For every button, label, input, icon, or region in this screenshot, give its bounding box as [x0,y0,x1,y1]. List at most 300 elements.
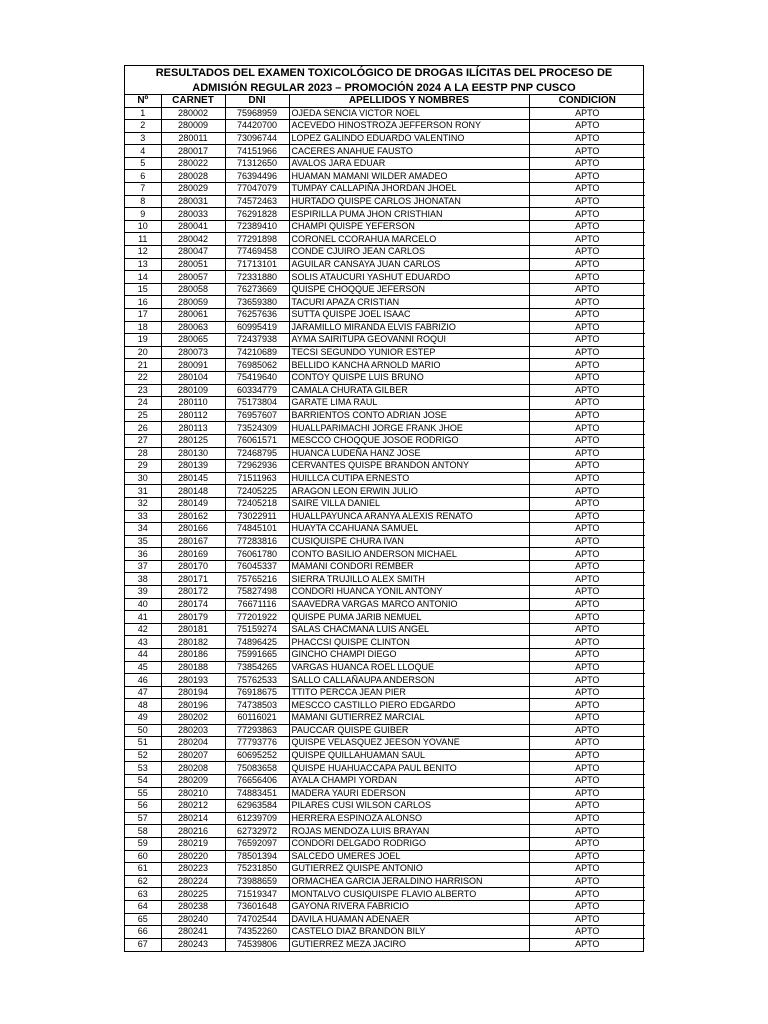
condition-cell: APTO [529,712,645,725]
dni-cell: 74702544 [225,913,289,926]
table-row [125,296,645,309]
dni-cell: 71519347 [225,888,289,901]
table-row [125,548,645,561]
condition-cell: APTO [529,434,645,447]
row-number: 16 [125,296,161,309]
condition-cell: APTO [529,560,645,573]
carnet-cell: 280059 [161,296,225,309]
name-cell: TTITO PERCCA JEAN PIER [289,686,529,699]
name-cell: SALLO CALLAÑAUPA ANDERSON [289,674,529,687]
name-cell: GARATE LIMA RAUL [289,397,529,410]
row-number: 36 [125,548,161,561]
name-cell: DAVILA HUAMAN ADENAER [289,913,529,926]
table-row [125,258,645,271]
table-row [125,636,645,649]
table-row [125,246,645,259]
table-row [125,649,645,662]
dni-cell: 62732972 [225,825,289,838]
table-row [125,535,645,548]
dni-cell: 60334779 [225,384,289,397]
row-number: 62 [125,875,161,888]
table-row [125,346,645,359]
row-number: 7 [125,183,161,196]
table-row [125,195,645,208]
name-cell: SALAS CHACMANA LUIS ANGEL [289,623,529,636]
name-cell: MAMANI GUTIERREZ MARCIAL [289,712,529,725]
carnet-cell: 280065 [161,334,225,347]
row-number: 35 [125,535,161,548]
row-number: 27 [125,434,161,447]
dni-cell: 75827498 [225,586,289,599]
carnet-cell: 280188 [161,661,225,674]
column-header-name: APELLIDOS Y NOMBRES [289,95,529,107]
dni-cell: 76671116 [225,598,289,611]
name-cell: SAAVEDRA VARGAS MARCO ANTONIO [289,598,529,611]
name-cell: CORONEL CCORAHUA MARCELO [289,233,529,246]
dni-cell: 77469458 [225,246,289,259]
row-number: 60 [125,850,161,863]
name-cell: PILARES CUSI WILSON CARLOS [289,800,529,813]
name-cell: GUTIERREZ MEZA JACIRO [289,938,529,951]
table-row [125,434,645,447]
table-row [125,623,645,636]
table-row [125,913,645,926]
dni-cell: 60995419 [225,321,289,334]
row-number: 19 [125,334,161,347]
table-row [125,472,645,485]
carnet-cell: 280202 [161,712,225,725]
dni-cell: 74896425 [225,636,289,649]
dni-cell: 60695252 [225,749,289,762]
table-row [125,749,645,762]
column-header-carnet: CARNET [161,95,225,107]
table-row [125,888,645,901]
table-row [125,900,645,913]
carnet-cell: 280139 [161,460,225,473]
carnet-cell: 280167 [161,535,225,548]
dni-cell: 72405225 [225,485,289,498]
row-number: 52 [125,749,161,762]
name-cell: CACERES ANAHUE FAUSTO [289,145,529,158]
header-row [125,95,645,107]
condition-cell: APTO [529,523,645,536]
carnet-cell: 280047 [161,246,225,259]
table-row [125,863,645,876]
dni-cell: 77291898 [225,233,289,246]
column-header-condition: CONDICION [529,95,645,107]
condition-cell: APTO [529,409,645,422]
table-row [125,183,645,196]
row-number: 31 [125,485,161,498]
dni-cell: 75762533 [225,674,289,687]
dni-cell: 76985062 [225,359,289,372]
row-number: 2 [125,120,161,133]
condition-cell: APTO [529,283,645,296]
carnet-cell: 280171 [161,573,225,586]
table-row [125,422,645,435]
carnet-cell: 280194 [161,686,225,699]
carnet-cell: 280104 [161,371,225,384]
carnet-cell: 280241 [161,926,225,939]
dni-cell: 77293863 [225,724,289,737]
dni-cell: 76061780 [225,548,289,561]
dni-cell: 73988659 [225,875,289,888]
carnet-cell: 280145 [161,472,225,485]
carnet-cell: 280042 [161,233,225,246]
condition-cell: APTO [529,183,645,196]
carnet-cell: 280091 [161,359,225,372]
table-row [125,460,645,473]
name-cell: MESCCO CASTILLO PIERO EDGARDO [289,699,529,712]
row-number: 21 [125,359,161,372]
condition-cell: APTO [529,321,645,334]
name-cell: CERVANTES QUISPE BRANDON ANTONY [289,460,529,473]
row-number: 38 [125,573,161,586]
name-cell: HUAYTA CCAHUANA SAMUEL [289,523,529,536]
name-cell: CONDE CJUIRO JEAN CARLOS [289,246,529,259]
condition-cell: APTO [529,737,645,750]
dni-cell: 72405218 [225,497,289,510]
carnet-cell: 280009 [161,120,225,133]
carnet-cell: 280196 [161,699,225,712]
carnet-cell: 280011 [161,132,225,145]
name-cell: OJEDA SENCIA VICTOR NOEL [289,107,529,120]
dni-cell: 75968959 [225,107,289,120]
name-cell: CHAMPI QUISPE YEFERSON [289,220,529,233]
carnet-cell: 280172 [161,586,225,599]
row-number: 57 [125,812,161,825]
dni-cell: 76918675 [225,686,289,699]
row-number: 13 [125,258,161,271]
carnet-cell: 280061 [161,309,225,322]
table-row [125,611,645,624]
dni-cell: 75765216 [225,573,289,586]
condition-cell: APTO [529,888,645,901]
dni-cell: 74738503 [225,699,289,712]
table-row [125,497,645,510]
carnet-cell: 280041 [161,220,225,233]
row-number: 66 [125,926,161,939]
dni-cell: 78501394 [225,850,289,863]
name-cell: QUISPE VELASQUEZ JEESON YOVANE [289,737,529,750]
carnet-cell: 280112 [161,409,225,422]
carnet-cell: 280148 [161,485,225,498]
row-number: 1 [125,107,161,120]
carnet-cell: 280057 [161,271,225,284]
table-row [125,762,645,775]
table-row [125,674,645,687]
dni-cell: 75159274 [225,623,289,636]
table-row [125,560,645,573]
row-number: 15 [125,283,161,296]
carnet-cell: 280002 [161,107,225,120]
name-cell: SAIRE VILLA DANIEL [289,497,529,510]
table-row [125,485,645,498]
row-number: 39 [125,586,161,599]
dni-cell: 62963584 [225,800,289,813]
title-line-1: RESULTADOS DEL EXAMEN TOXICOLÓGICO DE DROGAS ILÍCITAS DEL PROCESO DE [155,67,613,79]
row-number: 55 [125,787,161,800]
name-cell: GINCHO CHAMPI DIEGO [289,649,529,662]
condition-cell: APTO [529,397,645,410]
name-cell: PHACCSI QUISPE CLINTON [289,636,529,649]
carnet-cell: 280238 [161,900,225,913]
name-cell: HUANCA LUDEÑA HANZ JOSE [289,447,529,460]
dni-cell: 74845101 [225,523,289,536]
condition-cell: APTO [529,535,645,548]
name-cell: ORMACHEA GARCIA JERALDINO HARRISON [289,875,529,888]
table-row [125,699,645,712]
condition-cell: APTO [529,271,645,284]
condition-cell: APTO [529,749,645,762]
dni-cell: 77201922 [225,611,289,624]
table-row [125,598,645,611]
row-number: 14 [125,271,161,284]
carnet-cell: 280220 [161,850,225,863]
name-cell: CASTELO DIAZ BRANDON BILY [289,926,529,939]
name-cell: GAYONA RIVERA FABRICIO [289,900,529,913]
name-cell: QUISPE PUMA JARIB NEMUEL [289,611,529,624]
carnet-cell: 280130 [161,447,225,460]
name-cell: ROJAS MENDOZA LUIS BRAYAN [289,825,529,838]
carnet-cell: 280181 [161,623,225,636]
table-row [125,800,645,813]
carnet-cell: 280110 [161,397,225,410]
row-number: 30 [125,472,161,485]
column-header-dni: DNI [225,95,289,107]
row-number: 10 [125,220,161,233]
condition-cell: APTO [529,926,645,939]
title-line-2: ADMISIÓN REGULAR 2023 – PROMOCIÓN 2024 A LA EESTP PNP CUSCO [192,82,576,94]
carnet-cell: 280149 [161,497,225,510]
carnet-cell: 280243 [161,938,225,951]
dni-cell: 76957607 [225,409,289,422]
row-number: 17 [125,309,161,322]
table-row [125,208,645,221]
row-number: 59 [125,837,161,850]
condition-cell: APTO [529,548,645,561]
table-row [125,510,645,523]
name-cell: HUAMAN MAMANI WILDER AMADEO [289,170,529,183]
table-row [125,359,645,372]
name-cell: BELLIDO KANCHA ARNOLD MARIO [289,359,529,372]
row-number: 40 [125,598,161,611]
name-cell: QUISPE QUILLAHUAMAN SAUL [289,749,529,762]
dni-cell: 77283816 [225,535,289,548]
results-document [124,65,644,952]
carnet-cell: 280179 [161,611,225,624]
dni-cell: 73096744 [225,132,289,145]
condition-cell: APTO [529,674,645,687]
name-cell: AYMA SAIRITUPA GEOVANNI ROQUI [289,334,529,347]
table-row [125,271,645,284]
name-cell: CONTO BASILIO ANDERSON MICHAEL [289,548,529,561]
dni-cell: 61239709 [225,812,289,825]
dni-cell: 76257636 [225,309,289,322]
carnet-cell: 280224 [161,875,225,888]
name-cell: MONTALVO CUSIQUISPE FLAVIO ALBERTO [289,888,529,901]
carnet-cell: 280182 [161,636,225,649]
table-row [125,661,645,674]
condition-cell: APTO [529,258,645,271]
table-row [125,170,645,183]
dni-cell: 75991665 [225,649,289,662]
row-number: 41 [125,611,161,624]
row-number: 33 [125,510,161,523]
row-number: 47 [125,686,161,699]
condition-cell: APTO [529,497,645,510]
row-number: 3 [125,132,161,145]
name-cell: CONDORI DELGADO RODRIGO [289,837,529,850]
carnet-cell: 280031 [161,195,225,208]
name-cell: TACURI APAZA CRISTIAN [289,296,529,309]
condition-cell: APTO [529,384,645,397]
name-cell: SOLIS ATAUCURI YASHUT EDUARDO [289,271,529,284]
row-number: 45 [125,661,161,674]
name-cell: TECSI SEGUNDO YUNIOR ESTEP [289,346,529,359]
table-row [125,145,645,158]
name-cell: MESCCO CHOQQUE JOSOE RODRIGO [289,434,529,447]
carnet-cell: 280216 [161,825,225,838]
table-row [125,523,645,536]
dni-cell: 76061571 [225,434,289,447]
condition-cell: APTO [529,422,645,435]
condition-cell: APTO [529,611,645,624]
condition-cell: APTO [529,762,645,775]
row-number: 20 [125,346,161,359]
dni-cell: 74151966 [225,145,289,158]
condition-cell: APTO [529,825,645,838]
carnet-cell: 280203 [161,724,225,737]
table-row [125,120,645,133]
dni-cell: 76273669 [225,283,289,296]
row-number: 18 [125,321,161,334]
condition-cell: APTO [575,939,600,950]
row-number: 63 [125,888,161,901]
condition-cell: APTO [529,636,645,649]
row-number: 46 [125,674,161,687]
dni-cell: 76656406 [225,774,289,787]
table-row [125,384,645,397]
dni-cell: 72468795 [225,447,289,460]
dni-cell: 71511963 [225,472,289,485]
carnet-cell: 280208 [161,762,225,775]
table-row [125,724,645,737]
carnet-cell: 280207 [161,749,225,762]
dni-cell: 75173804 [225,397,289,410]
table-row [125,157,645,170]
dni-cell: 74572463 [225,195,289,208]
carnet-cell: 280212 [161,800,225,813]
name-cell: JARAMILLO MIRANDA ELVIS FABRIZIO [289,321,529,334]
carnet-cell: 280073 [161,346,225,359]
dni-cell: 72962936 [225,460,289,473]
name-cell: AVALOS JARA EDUAR [289,157,529,170]
row-number: 56 [125,800,161,813]
document-title [125,66,643,95]
dni-cell: 74210689 [225,346,289,359]
condition-cell: APTO [529,346,645,359]
carnet-cell: 280240 [161,913,225,926]
name-cell: QUISPE CHOQQUE JEFERSON [289,283,529,296]
dni-cell: 73659380 [225,296,289,309]
carnet-cell: 280028 [161,170,225,183]
condition-cell: APTO [529,157,645,170]
row-number: 22 [125,371,161,384]
row-number: 48 [125,699,161,712]
row-number: 43 [125,636,161,649]
name-cell: VARGAS HUANCA ROEL LLOQUE [289,661,529,674]
table-body [125,107,645,951]
row-number: 50 [125,724,161,737]
dni-cell: 74883451 [225,787,289,800]
row-number: 53 [125,762,161,775]
table-row [125,875,645,888]
row-number: 23 [125,384,161,397]
row-number: 8 [125,195,161,208]
condition-cell: APTO [529,913,645,926]
name-cell: HUALLPAYUNCA ARANYA ALEXIS RENATO [289,510,529,523]
condition-cell: APTO [529,774,645,787]
row-number: 61 [125,863,161,876]
condition-cell: APTO [529,699,645,712]
dni-cell: 73022911 [225,510,289,523]
dni-cell: 73601648 [225,900,289,913]
name-cell: AGUILAR CANSAYA JUAN CARLOS [289,258,529,271]
name-cell: QUISPE HUAHUACCAPA PAUL BENITO [289,762,529,775]
row-number: 9 [125,208,161,221]
table-row [125,409,645,422]
dni-cell: 75083658 [225,762,289,775]
table-row [125,220,645,233]
dni-cell: 76045337 [225,560,289,573]
row-number: 29 [125,460,161,473]
condition-cell: APTO [529,359,645,372]
row-number: 42 [125,623,161,636]
dni-cell: 72437938 [225,334,289,347]
name-cell: BARRIENTOS CONTO ADRIAN JOSE [289,409,529,422]
condition-cell: APTO [529,649,645,662]
condition-cell: APTO [529,447,645,460]
condition-cell: APTO [529,787,645,800]
carnet-cell: 280029 [161,183,225,196]
dni-cell: 77793776 [225,737,289,750]
table-row [125,233,645,246]
name-cell: HURTADO QUISPE CARLOS JHONATAN [289,195,529,208]
row-number: 11 [125,233,161,246]
row-number: 12 [125,246,161,259]
condition-cell: APTO [529,220,645,233]
table-row [125,132,645,145]
carnet-cell: 280063 [161,321,225,334]
table-row [125,812,645,825]
condition-cell: APTO [529,863,645,876]
table-row [125,774,645,787]
carnet-cell: 280204 [161,737,225,750]
name-cell: CONDORI HUANCA YONIL ANTONY [289,586,529,599]
carnet-cell: 280017 [161,145,225,158]
carnet-cell: 280186 [161,649,225,662]
row-number: 28 [125,447,161,460]
name-cell: SALCEDO UMERES JOEL [289,850,529,863]
carnet-cell: 280209 [161,774,225,787]
table-row [125,586,645,599]
carnet-cell: 280109 [161,384,225,397]
condition-cell: APTO [529,233,645,246]
carnet-cell: 280058 [161,283,225,296]
condition-cell: APTO [529,724,645,737]
condition-cell: APTO [529,573,645,586]
